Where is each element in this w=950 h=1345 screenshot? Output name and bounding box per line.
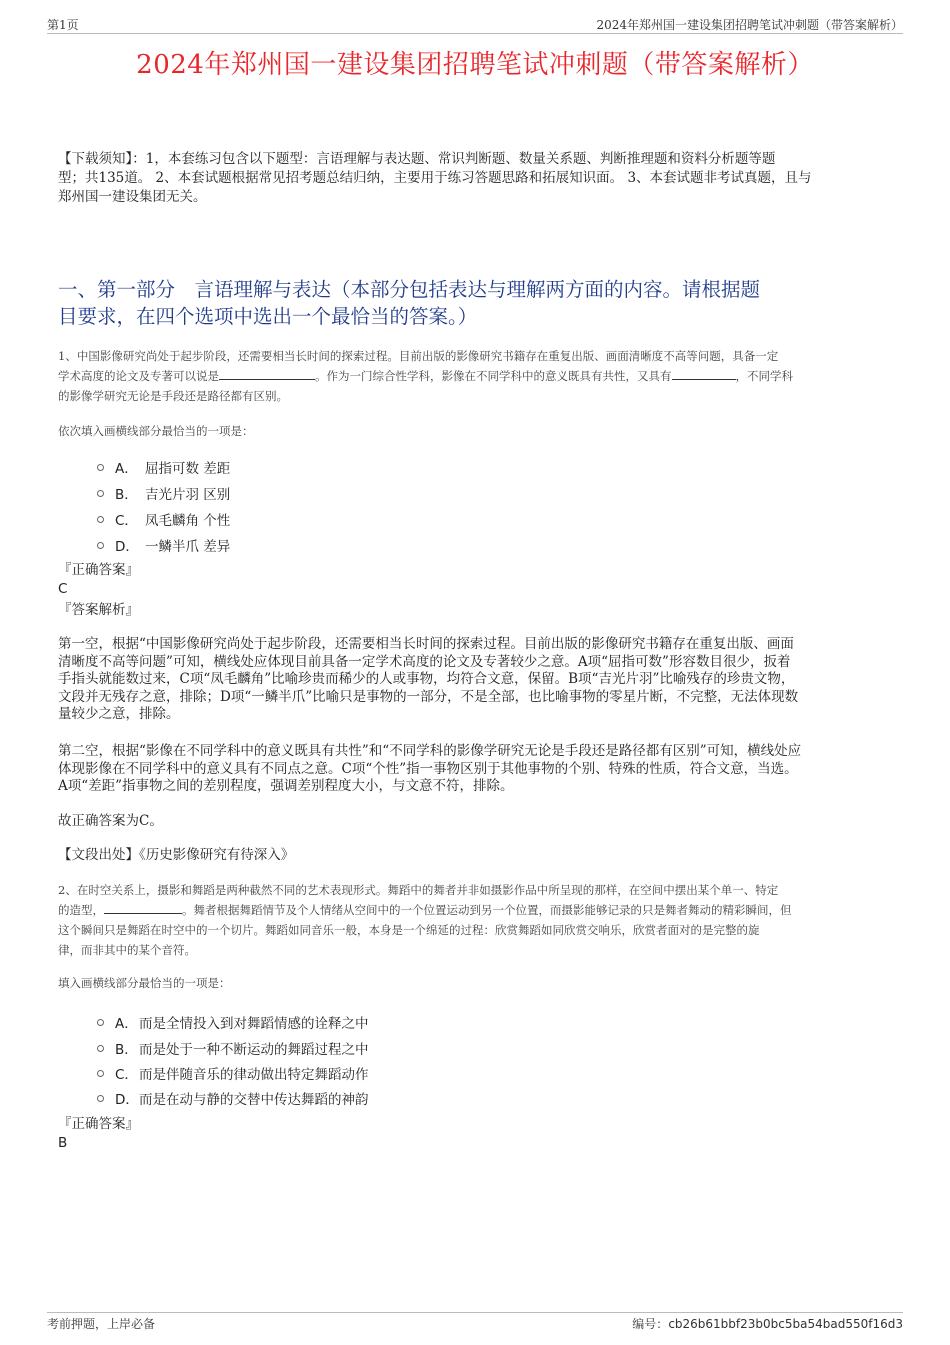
- option-a[interactable]: [97, 1012, 369, 1032]
- stem-text: 。舞者根据舞蹈情节及个人情绪从空间中的一个位置运动到另一个位置，而摄影能够记录的只是舞者舞动的精彩瞬间，但: [182, 903, 792, 917]
- header-doc-title: 2024年郑州国一建设集团招聘笔试冲刺题（带答案解析）: [596, 18, 903, 32]
- stem-text: 学术高度的论文及专著可以说是: [58, 369, 219, 383]
- option-label: D．: [115, 1092, 139, 1108]
- analysis-line: A项“差距”指事物之间的差别程度，强调差别程度大小，与文意不符，排除。: [58, 778, 514, 794]
- radio-icon[interactable]: [97, 1045, 104, 1052]
- radio-icon[interactable]: [97, 1019, 104, 1026]
- option-label: D．: [115, 539, 139, 555]
- radio-icon[interactable]: [97, 1070, 104, 1077]
- question-2-stem: [58, 880, 898, 960]
- stem-line: 这个瞬间只是舞蹈在时空中的一个切片。舞蹈如同音乐一般，本身是一个绵延的过程：欣赏舞蹈如同欣赏交响乐，欣赏者面对的是完整的旋: [58, 923, 760, 937]
- analysis-line: 手指头就能数过来，C项“凤毛麟角”比喻珍贵而稀少的人或事物，均符合文意，保留。B项“吉光片羽”比喻残存的珍贵文物，: [58, 671, 795, 687]
- section-heading-line: 目要求，在四个选项中选出一个最恰当的答案。）: [58, 305, 478, 328]
- stem-text: ，不同学科: [735, 369, 793, 383]
- option-label: C．: [115, 513, 138, 529]
- correct-answer: B: [58, 1135, 68, 1151]
- download-notice: [58, 150, 900, 207]
- answer-blank: [104, 901, 182, 914]
- answer-blank: [219, 367, 315, 380]
- stem-text: 的造型，: [58, 903, 104, 917]
- option-text: 屈指可数 差距: [145, 461, 231, 477]
- analysis-line: 清晰度不高等问题”可知，横线处应体现目前具备一定学术高度的论文及专著较少之意。A项“屈指可数”形容数目很少，扳着: [58, 653, 791, 670]
- notice-line: 型；共135道。 2、本套试题根据常见招考题总结归纳，主要用于练习答题思路和拓展知识面。 3、本套试题非考试真题，且与: [58, 170, 812, 186]
- stem-line: 1、中国影像研究尚处于起步阶段，还需要相当长时间的探索过程。目前出版的影像研究书籍存在重复出版、画面清晰度不高等问题，具备一定: [58, 349, 779, 363]
- page-number: 第1页: [47, 18, 79, 32]
- option-label: A．: [115, 461, 138, 477]
- radio-icon[interactable]: [97, 542, 104, 549]
- option-d[interactable]: [97, 535, 230, 555]
- section-heading-line: 一、第一部分 言语理解与表达（本部分包括表达与理解两方面的内容。请根据题: [58, 278, 761, 301]
- question-1-ask: 依次填入画横线部分最恰当的一项是：: [58, 424, 254, 438]
- option-text: 而是处于一种不断运动的舞蹈过程之中: [139, 1042, 369, 1058]
- stem-text: 。作为一门综合性学科，影像在不同学科中的意义既具有共性，又具有: [315, 369, 672, 383]
- stem-line: 的影像学研究无论是手段还是路径都有区别。: [58, 389, 288, 403]
- radio-icon[interactable]: [97, 1095, 104, 1102]
- radio-icon[interactable]: [97, 490, 104, 497]
- radio-icon[interactable]: [97, 464, 104, 471]
- stem-line: 2、在时空关系上，摄影和舞蹈是两种截然不同的艺术表现形式。舞蹈中的舞者并非如摄影作品中所呈现的那样，在空间中摆出某个单一、特定: [58, 883, 779, 897]
- analysis-line: 量较少之意，排除。: [58, 706, 180, 722]
- footer-divider: [47, 1312, 903, 1313]
- option-c[interactable]: [97, 509, 230, 529]
- stem-line: [58, 366, 898, 386]
- analysis-line: 第一空，根据“中国影像研究尚处于起步阶段，还需要相当长时间的探索过程。目前出版的影像研究书籍存在重复出版、画面: [58, 636, 794, 652]
- stem-line: 律，而非其中的某个音符。: [58, 943, 196, 957]
- option-label: A．: [115, 1016, 138, 1032]
- option-d[interactable]: [97, 1088, 369, 1108]
- question-2-ask: 填入画横线部分最恰当的一项是：: [58, 976, 231, 990]
- analysis-paragraph-1: [58, 636, 896, 724]
- page-title: 2024年郑州国一建设集团招聘笔试冲刺题（带答案解析）: [136, 50, 814, 80]
- analysis-heading: 『答案解析』: [58, 602, 139, 618]
- footer-slogan: 考前押题，上岸必备: [47, 1317, 156, 1331]
- option-text: 而是在动与静的交替中传达舞蹈的神韵: [139, 1092, 369, 1108]
- analysis-line: 体现影像在不同学科中的意义具有不同点之意。C项“个性”指一事物区别于其他事物的个别、特殊的性质，符合文意，当选。: [58, 760, 798, 777]
- radio-icon[interactable]: [97, 516, 104, 523]
- option-text: 吉光片羽 区别: [145, 487, 231, 503]
- option-text: 一鳞半爪 差异: [145, 539, 231, 555]
- conclusion: 故正确答案为C。: [58, 813, 163, 829]
- option-b[interactable]: [97, 483, 230, 503]
- option-text: 而是全情投入到对舞蹈情感的诠释之中: [139, 1016, 369, 1032]
- analysis-paragraph-2: [58, 743, 896, 796]
- option-label: C．: [115, 1067, 138, 1083]
- option-text: 凤毛麟角 个性: [145, 513, 231, 529]
- question-1-stem: [58, 346, 898, 406]
- notice-line: 郑州国一建设集团无关。: [58, 189, 207, 205]
- option-text: 而是伴随音乐的律动做出特定舞蹈动作: [139, 1067, 369, 1083]
- option-label: B．: [115, 487, 138, 503]
- section-heading: [58, 276, 898, 330]
- analysis-line: 文段并无残存之意，排除；D项“一鳞半爪”比喻只是事物的一部分，不是全部，也比喻事物的零星片断，不完整，无法体现数: [58, 688, 799, 705]
- header-divider: [47, 33, 903, 34]
- answer-heading: 『正确答案』: [58, 1116, 139, 1132]
- notice-line: 【下载须知】：1，本套练习包含以下题型：言语理解与表达题、常识判断题、数量关系题、判断推理题和资料分析题等题: [58, 151, 776, 167]
- code-value: cb26b61bbf23b0bc5ba54bad550f16d3: [668, 1317, 903, 1331]
- answer-blank: [672, 367, 736, 380]
- correct-answer: C: [58, 581, 68, 597]
- stem-line: [58, 900, 898, 920]
- source-citation: 【文段出处】《历史影像研究有待深入》: [58, 847, 295, 863]
- answer-heading: 『正确答案』: [58, 562, 139, 578]
- analysis-line: 第二空，根据“影像在不同学科中的意义既具有共性”和“不同学科的影像学研究无论是手段还是路径都有区别”可知，横线处应: [58, 743, 802, 759]
- document-code: [632, 1315, 903, 1332]
- option-label: B．: [115, 1042, 138, 1058]
- option-a[interactable]: [97, 457, 230, 477]
- option-c[interactable]: [97, 1063, 369, 1083]
- code-label: 编号：: [632, 1317, 669, 1331]
- option-b[interactable]: [97, 1038, 369, 1058]
